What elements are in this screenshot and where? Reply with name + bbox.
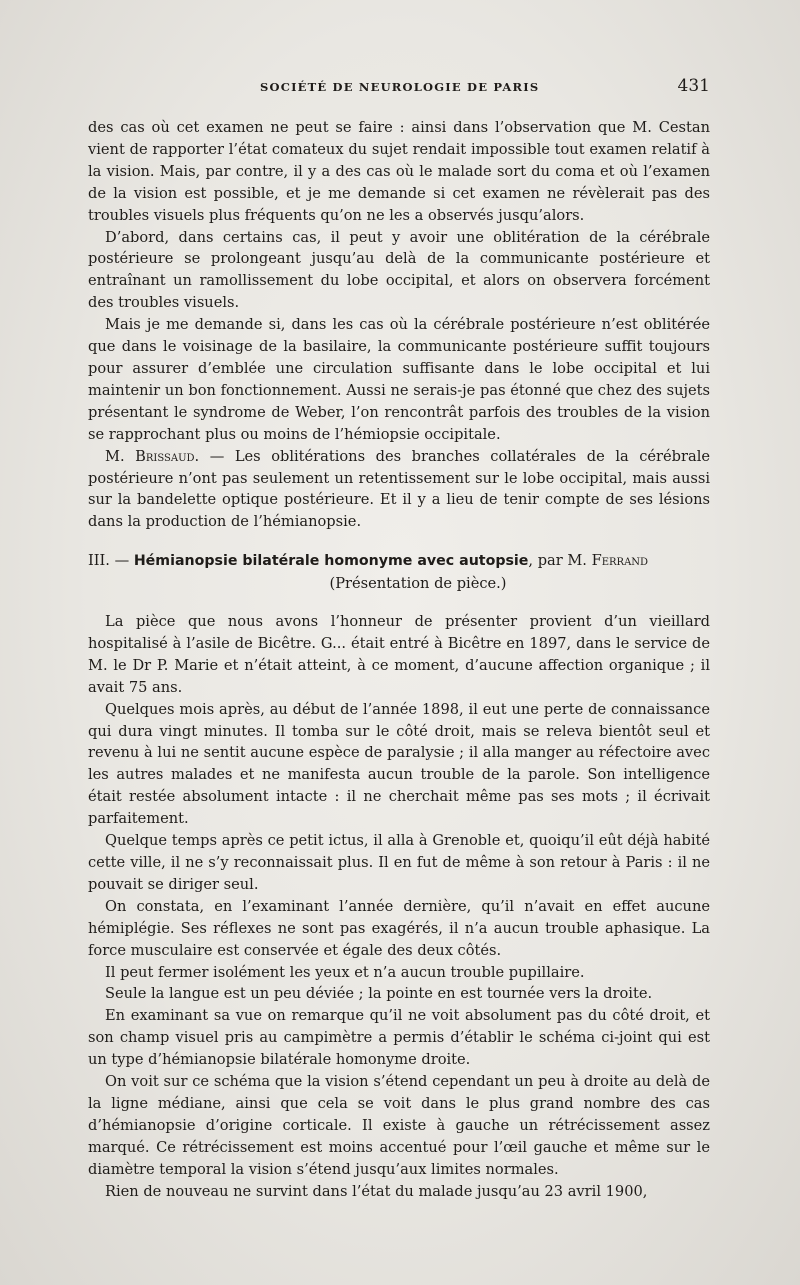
paragraph: En examinant sa vue on remarque qu’il ne voit absolument pas du côté droit, et son champ visuel pris au campimètre a permis d’établir le schéma ci-joint qui est un type d’hémianopsie bilatérale homonyme droite.: [88, 1007, 710, 1069]
section-author: Ferrand: [591, 552, 649, 570]
paragraph: La pièce que nous avons l’honneur de présenter provient d’un vieillard hospitalisé à l’asile de Bicêtre. G... était entré à Bicêtre en 1897, dans le service de M. le Dr P. Marie et n’était atteint, à ce moment, d’aucune affection organique ; il avait 75 ans.: [88, 613, 710, 696]
running-title: SOCIÉTÉ DE NEUROLOGIE DE PARIS: [260, 80, 540, 94]
section-heading: [88, 550, 710, 573]
paragraph: des cas où cet examen ne peut se faire : ainsi dans l’observation que M. Cestan vient de rapporter l’état comateux du sujet rendait impossible tout examen relatif à la vision. Mais, par contre, il y a des cas où le malade sort du coma et où l’examen de la vision est possible, et je me demande si cet examen ne révèlerait pas des troubles visuels plus fréquents qu’on ne les a observés jusqu’alors.: [88, 119, 710, 224]
paragraph: Rien de nouveau ne survint dans l’état du malade jusqu’au 23 avril 1900,: [105, 1182, 648, 1200]
paragraph: On constata, en l’examinant l’année dernière, qu’il n’avait en effet aucune hémiplégie. Ses réflexes ne sont pas exagérés, il n’a aucun trouble aphasique. La force musculaire est conservée et égale des deux côtés.: [88, 897, 710, 959]
paragraph: Seule la langue est un peu déviée ; la pointe en est tournée vers la droite.: [105, 985, 653, 1003]
speaker-remarks: — Les oblitérations des branches collatérales de la cérébrale postérieure n’ont pas seulement un retentissement sur le lobe occipital, mais aussi sur la bandelette optique postérieure. Et il y a lieu de tenir compte de ses lésions dans la production de l’hémianopsie.: [88, 447, 710, 531]
paragraph: D’abord, dans certains cas, il peut y avoir une oblitération de la cérébrale postérieure se prolongeant jusqu’au delà de la communicante postérieure et entraînant un ramollissement du lobe occipital, et alors on observera forcément des troubles visuels.: [88, 228, 710, 312]
paragraph: Quelque temps après ce petit ictus, il alla à Grenoble et, quoiqu’il eût déjà habité cette ville, il ne s’y reconnaissait plus. Il en fut de même à son retour à Paris : il ne pouvait se diriger seul.: [88, 832, 710, 893]
paragraph: Quelques mois après, au début de l’année 1898, il eut une perte de connaissance qui dura vingt minutes. Il tomba sur le côté droit, mais se releva bientôt seul et revenu à lui ne sentit aucune espèce de paralysie ; il alla manger au réfectoire avec les autres malades et ne manifesta aucun trouble de la parole. Son intelligence était restée absolument intacte : il ne cherchait même pas ses mots ; il écrivait parfaitement.: [88, 700, 710, 828]
speaker-name: M. Brissaud.: [105, 447, 200, 465]
body-text: [88, 117, 710, 1203]
section-number: III. —: [88, 552, 134, 570]
spacer: [88, 595, 710, 611]
section-subtitle: (Présentation de pièce.): [329, 575, 507, 593]
section-by: , par M.: [528, 552, 592, 570]
paragraph: Il peut fermer isolément les yeux et n’a aucun trouble pupillaire.: [105, 963, 585, 981]
paragraph: On voit sur ce schéma que la vision s’étend cependant un peu à droite au delà de la ligne médiane, ainsi que cela se voit dans le plus grand nombre des cas d’hémianopsie d’origine corticale. Il existe à gauche un rétrécissement assez marqué. Ce rétrécissement est moins accentué pour l’œil gauche et même sur le diamètre temporal la vision s’étend jusqu’aux limites normales.: [88, 1073, 710, 1178]
paragraph: Mais je me demande si, dans les cas où la cérébrale postérieure n’est oblitérée que dans le voisinage de la basilaire, la communicante postérieure suffit toujours pour assurer d’emblée une circulation suffisante dans le lobe occipital et lui maintenir un bon fonctionnement. Aussi ne serais-je pas étonné que chez des sujets présentant le syndrome de Weber, l’on rencontrât parfois des troubles de la vision se rapprochant plus ou moins de l’hémiopsie occipitale.: [88, 316, 710, 443]
running-head: [88, 76, 710, 98]
paragraph-brissaud: [88, 446, 710, 534]
section-title: Hémianopsie bilatérale homonyme avec autopsie: [133, 553, 529, 570]
page-number: 431: [677, 76, 710, 96]
